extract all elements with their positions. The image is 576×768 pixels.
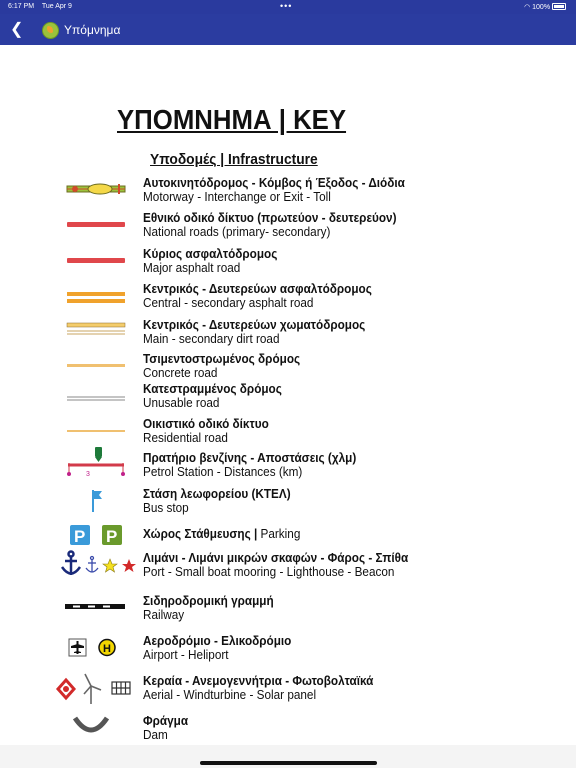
beacon-star-icon — [122, 559, 136, 572]
legend-item-subtitle: Central - secondary asphalt road — [143, 296, 314, 310]
battery-icon — [552, 3, 566, 10]
legend-item-subtitle: Airport - Heliport — [143, 648, 229, 662]
national-road-symbol — [66, 221, 126, 229]
legend-item-title: Εθνικό οδικό δίκτυο (πρωτεύον - δευτερεύον) — [143, 211, 397, 225]
aerial-icon — [58, 680, 74, 698]
heliport-icon: H — [103, 643, 111, 655]
windturbine-icon — [84, 674, 101, 704]
legend-item-title: Χώρος Στάθμευσης | Parking — [143, 527, 301, 541]
legend-item-title: Λιμάνι - Λιμάνι μικρών σκαφών - Φάρος - Σπίθα — [143, 551, 409, 565]
legend-item-title: Οικιστικό οδικό δίκτυο — [143, 417, 269, 431]
major-asphalt-symbol — [66, 257, 126, 265]
legend-item-subtitle: Dam — [143, 728, 168, 742]
nav-title: Υπόμνημα — [64, 23, 121, 37]
legend-item-subtitle: Railway — [143, 608, 185, 622]
legend-item-title: Κεντρικός - Δευτερεύων ασφαλτόδρομος — [143, 282, 372, 296]
nav-bar — [0, 14, 576, 45]
dirt-road-symbol — [66, 322, 126, 338]
aerial-wind-solar-icons — [55, 672, 135, 706]
legend-item-title: Κεραία - Ανεμογεννήτρια - Φωτοβολταϊκά — [143, 674, 374, 688]
legend-item-subtitle: Bus stop — [143, 501, 189, 515]
legend-item-title: Τσιμεντοστρωμένος δρόμος — [143, 352, 301, 366]
bus-stop-icon — [88, 488, 104, 514]
legend-item-subtitle: Port - Small boat mooring - Lighthouse - Beacon — [143, 565, 395, 579]
legend-item-title: Αυτοκινητόδρομος - Κόμβος ή Έξοδος - Διόδια — [143, 176, 405, 190]
svg-text:P: P — [74, 527, 86, 546]
dam-icon — [72, 714, 110, 736]
legend-item-title: Κύριος ασφαλτόδρομος — [143, 247, 278, 261]
legend-item-subtitle: Concrete road — [143, 366, 218, 380]
railway-symbol — [64, 603, 126, 611]
petrol-station-icon — [66, 445, 126, 479]
legend-item-title: Φράγμα — [143, 714, 189, 728]
concrete-road-symbol — [66, 363, 126, 369]
legend-item-subtitle: Aerial - Windturbine - Solar panel — [143, 688, 317, 702]
multitask-dots[interactable]: ••• — [280, 1, 293, 11]
app-logo-icon — [42, 22, 59, 39]
legend-item-subtitle: National roads (primary- secondary) — [143, 225, 331, 239]
chevron-left-icon[interactable]: ❮ — [10, 21, 24, 38]
legend-item-subtitle: Main - secondary dirt road — [143, 332, 280, 346]
legend-item-title: Σιδηροδρομική γραμμή — [143, 594, 274, 608]
anchor-icon — [62, 552, 80, 576]
legend-item-subtitle: Motorway - Interchange or Exit - Toll — [143, 190, 331, 204]
home-indicator[interactable] — [200, 761, 377, 765]
central-asphalt-symbol — [66, 291, 126, 305]
legend-heading: ΥΠΟΜΝΗΜΑ | KEY — [117, 104, 347, 135]
legend-item-subtitle: Unusable road — [143, 396, 220, 410]
motorway-symbol — [66, 182, 126, 196]
legend-item-title: Στάση λεωφορείου (ΚΤΕΛ) — [143, 487, 291, 501]
distance-label: 3 — [86, 471, 90, 478]
small-anchor-icon — [86, 557, 98, 573]
status-bar — [0, 0, 576, 14]
legend-item-subtitle: Petrol Station - Distances (km) — [143, 465, 303, 479]
legend-item-title: Κατεστραμμένος δρόμος — [143, 382, 282, 396]
legend-item-title: Κεντρικός - Δευτερεύων χωματόδρομος — [143, 318, 366, 332]
wifi-icon: ◠ — [524, 4, 531, 11]
lighthouse-star-icon — [103, 559, 117, 572]
residential-road-symbol — [66, 429, 126, 435]
airport-heliport-icons — [68, 637, 120, 659]
legend-item-subtitle: Residential road — [143, 431, 228, 445]
legend-item-subtitle: Major asphalt road — [143, 261, 241, 275]
svg-text:P: P — [106, 527, 118, 546]
solar-panel-icon — [112, 682, 130, 694]
legend-item-title: Πρατήριο βενζίνης - Αποστάσεις (χλμ) — [143, 451, 357, 465]
status-right: ◠ 100% — [524, 3, 566, 11]
legend-subheading: Υποδομές | Infrastructure — [150, 151, 318, 168]
port-icons — [59, 550, 139, 580]
parking-icon — [69, 524, 125, 546]
status-time: 6:17 PM Tue Apr 9 — [8, 3, 72, 10]
legend-item-title: Αεροδρόμιο - Ελικοδρόμιο — [143, 634, 292, 648]
unusable-road-symbol — [66, 395, 126, 403]
